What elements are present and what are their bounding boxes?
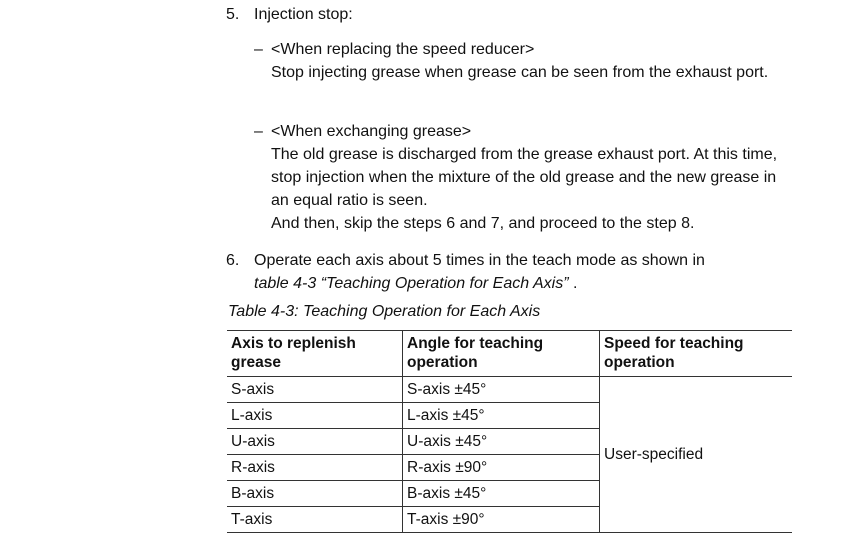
- cell-angle: U-axis ±45°: [403, 429, 600, 455]
- cell-angle: L-axis ±45°: [403, 403, 600, 429]
- cell-angle: R-axis ±90°: [403, 455, 600, 481]
- teaching-operation-table: [227, 330, 792, 533]
- dash-bullet: –: [254, 123, 263, 140]
- step-text-tail: .: [568, 275, 578, 292]
- step-title: Injection stop:: [254, 6, 353, 23]
- cell-axis: L-axis: [227, 403, 403, 429]
- sub-text: Stop injecting grease when grease can be seen from the exhaust port.: [271, 64, 769, 81]
- sub-heading: <When exchanging grease>: [271, 123, 472, 140]
- table-row: [227, 377, 792, 403]
- cell-angle: B-axis ±45°: [403, 481, 600, 507]
- step-number: 6.: [226, 252, 240, 269]
- cell-axis: T-axis: [227, 507, 403, 533]
- header-angle: Angle for teaching operation: [403, 331, 600, 377]
- sub-text: The old grease is discharged from the grease exhaust port. At this time, stop injection when the mixture of the old grease and the new grease in an equal ratio is seen.: [271, 146, 778, 209]
- table-header-row: [227, 331, 792, 377]
- cell-axis: U-axis: [227, 429, 403, 455]
- cell-axis: S-axis: [227, 377, 403, 403]
- cell-speed: User-specified: [600, 377, 793, 533]
- dash-bullet: –: [254, 41, 263, 58]
- table-caption: Table 4-3: Teaching Operation for Each Axis: [228, 303, 541, 320]
- table-reference-link[interactable]: table 4-3 “Teaching Operation for Each Axis”: [254, 275, 569, 292]
- header-speed: Speed for teaching operation: [600, 331, 793, 377]
- sub-text-2: And then, skip the steps 6 and 7, and proceed to the step 8.: [271, 215, 695, 232]
- cell-angle: S-axis ±45°: [403, 377, 600, 403]
- step-text: Operate each axis about 5 times in the teach mode as shown in: [254, 252, 705, 269]
- step-number: 5.: [226, 6, 240, 23]
- sub-heading: <When replacing the speed reducer>: [271, 41, 535, 58]
- cell-angle: T-axis ±90°: [403, 507, 600, 533]
- cell-axis: R-axis: [227, 455, 403, 481]
- header-axis: Axis to replenish grease: [227, 331, 403, 377]
- cell-axis: B-axis: [227, 481, 403, 507]
